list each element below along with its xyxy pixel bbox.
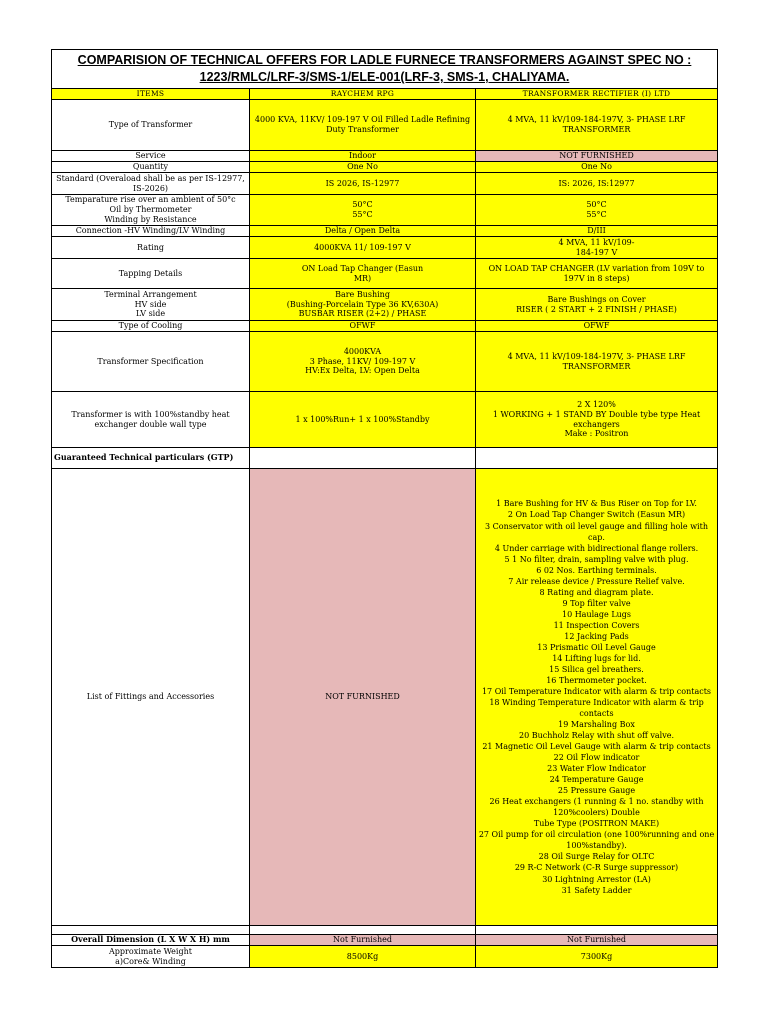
fitting-list-item: 17 Oil Temperature Indicator with alarm & trip contacts: [481, 686, 712, 696]
table-row: [52, 226, 718, 237]
fitting-list-item: 22 Oil Flow indicator: [553, 753, 640, 763]
fitting-list-item: 21 Magnetic Oil Level Gauge with alarm & trip contacts: [482, 742, 711, 752]
spacer-cell: [476, 926, 718, 935]
raychem-value: 8500Kg: [250, 946, 476, 968]
header-vendor-tril: TRANSFORMER RECTIFIER (I) LTD: [476, 89, 718, 100]
header-items: ITEMS: [52, 89, 250, 100]
raychem-value: ON Load Tap Changer (Easun MR): [250, 259, 476, 289]
table-row: [52, 289, 718, 321]
raychem-value: Not Furnished: [250, 935, 476, 946]
fitting-list-item: 24 Temperature Gauge: [549, 775, 644, 785]
raychem-value: Bare Bushing (Bushing-Porcelain Type 36 KV,630A) BUSBAR RISER (2+2) / PHASE: [250, 289, 476, 321]
item-label: Transformer Specification: [52, 332, 250, 392]
fitting-list-item: 13 Prismatic Oil Level Gauge: [537, 642, 656, 652]
fitting-list-item: 9 Top filter valve: [562, 598, 631, 608]
tril-value: 4 MVA, 11 kV/109- 184-197 V: [476, 237, 718, 259]
table-row: [52, 195, 718, 226]
table-row: [52, 926, 718, 935]
item-label: Type of Cooling: [52, 321, 250, 332]
fitting-list-item: 5 1 No filter, drain, sampling valve with plug.: [504, 554, 689, 564]
table-row: [52, 935, 718, 946]
raychem-value: OFWF: [250, 321, 476, 332]
tril-value: NOT FURNISHED: [476, 151, 718, 162]
fitting-list-item: 30 Lightning Arrestor (LA): [542, 874, 651, 884]
fitting-list-item: 4 Under carriage with bidirectional flange rollers.: [494, 543, 699, 553]
table-row: [52, 469, 718, 926]
fitting-list-item: 27 Oil pump for oil circulation (one 100%running and one 100%standby).: [478, 830, 715, 851]
fitting-list-item: 26 Heat exchangers (1 running & 1 no. standby with 120%coolers) Double Tube Type (POSITRON MAKE): [489, 797, 704, 829]
fitting-list-item: 2 On Load Tap Changer Switch (Easun MR): [507, 510, 686, 520]
table-row: [52, 173, 718, 195]
fitting-list-item: 6 02 Nos. Earthing terminals.: [536, 565, 657, 575]
item-label: List of Fittings and Accessories: [52, 469, 250, 926]
item-label: Connection -HV Winding/LV Winding: [52, 226, 250, 237]
header-vendor-raychem: RAYCHEM RPG: [250, 89, 476, 100]
raychem-value: 1 x 100%Run+ 1 x 100%Standby: [250, 392, 476, 448]
fitting-list-item: 14 Lifting lugs for lid.: [552, 653, 641, 663]
fitting-list-item: 7 Air release device / Pressure Relief valve.: [508, 576, 685, 586]
table-row: [52, 151, 718, 162]
tril-value: 4 MVA, 11 kV/109-184-197V, 3- PHASE LRF TRANSFORMER: [476, 332, 718, 392]
fitting-list-item: 29 R-C Network (C-R Surge suppressor): [514, 863, 679, 873]
item-label: Terminal Arrangement HV side LV side: [52, 289, 250, 321]
fitting-list-item: 18 Winding Temperature Indicator with alarm & trip contacts: [489, 698, 704, 719]
tril-value: Bare Bushings on Cover RISER ( 2 START + 2 FINISH / PHASE): [476, 289, 718, 321]
tril-value: 7300Kg: [476, 946, 718, 968]
raychem-value: 4000KVA 11/ 109-197 V: [250, 237, 476, 259]
tril-value: ON LOAD TAP CHANGER (LV variation from 109V to 197V in 8 steps): [476, 259, 718, 289]
raychem-value: NOT FURNISHED: [250, 469, 476, 926]
table-row: [52, 332, 718, 392]
tril-value: D/III: [476, 226, 718, 237]
item-label: Transformer is with 100%standby heat exchanger double wall type: [52, 392, 250, 448]
tril-value: Not Furnished: [476, 935, 718, 946]
raychem-value: 4000KVA 3 Phase, 11KV/ 109-197 V HV:Ex Delta, LV: Open Delta: [250, 332, 476, 392]
fitting-list-item: 11 Inspection Covers: [553, 620, 640, 630]
fitting-list-item: 12 Jacking Pads: [564, 631, 629, 641]
raychem-value: Indoor: [250, 151, 476, 162]
item-label: Temparature rise over an ambient of 50°c Oil by Thermometer Winding by Resistance: [52, 195, 250, 226]
fitting-list-item: 1 Bare Bushing for HV & Bus Riser on Top for LV.: [496, 499, 697, 509]
item-label: Overall Dimension (L X W X H) mm: [52, 935, 250, 946]
fitting-list-item: 23 Water Flow Indicator: [547, 764, 646, 774]
raychem-value: Delta / Open Delta: [250, 226, 476, 237]
table-row: [52, 321, 718, 332]
fitting-list-item: 25 Pressure Gauge: [557, 786, 636, 796]
tril-value: 2 X 120% 1 WORKING + 1 STAND BY Double tybe type Heat exchangers Make : Positron: [476, 392, 718, 448]
fitting-list-item: 28 Oil Surge Relay for OLTC: [538, 852, 655, 862]
item-label: Type of Transformer: [52, 100, 250, 151]
table-row: [52, 259, 718, 289]
spacer-cell: [52, 926, 250, 935]
raychem-value: 4000 KVA, 11KV/ 109-197 V Oil Filled Ladle Refining Duty Transformer: [250, 100, 476, 151]
table-row: [52, 162, 718, 173]
fittings-list-container: [478, 498, 715, 895]
fitting-list-item: 15 Silica gel breathers.: [549, 664, 644, 674]
raychem-value: IS 2026, IS-12977: [250, 173, 476, 195]
empty-cell: [250, 448, 476, 469]
table-row: [52, 100, 718, 151]
fittings-list: [476, 469, 718, 926]
fitting-list-item: 3 Conservator with oil level gauge and filling hole with cap.: [485, 521, 708, 542]
item-label: Quantity: [52, 162, 250, 173]
tril-value: 50°C 55°C: [476, 195, 718, 226]
fitting-list-item: 10 Haulage Lugs: [561, 609, 632, 619]
fitting-list-item: 19 Marshaling Box: [558, 720, 635, 730]
raychem-value: 50°C 55°C: [250, 195, 476, 226]
raychem-value: One No: [250, 162, 476, 173]
tril-value: IS: 2026, IS:12977: [476, 173, 718, 195]
fitting-list-item: 31 Safety Ladder: [561, 885, 632, 895]
fitting-list-item: 8 Rating and diagram plate.: [539, 587, 654, 597]
table-row: [52, 237, 718, 259]
tril-value: One No: [476, 162, 718, 173]
item-label: Service: [52, 151, 250, 162]
table-row: [52, 946, 718, 968]
tril-value: OFWF: [476, 321, 718, 332]
item-label: Tapping Details: [52, 259, 250, 289]
comparison-table: [51, 49, 718, 968]
gtp-label: Guaranteed Technical particulars (GTP): [52, 448, 250, 469]
empty-cell: [476, 448, 718, 469]
fitting-list-item: 20 Buchholz Relay with shut off valve.: [519, 731, 674, 741]
document-title: COMPARISION OF TECHNICAL OFFERS FOR LADLE FURNECE TRANSFORMERS AGAINST SPEC NO : 1223/RMLC/LRF-3/SMS-1/ELE-001(LRF-3, SMS-1, CHALIYAMA.: [52, 50, 718, 89]
item-label: Approximate Weight a)Core& Winding: [52, 946, 250, 968]
table-row: [52, 392, 718, 448]
item-label: Standard (Overaload shall be as per IS-12977, IS-2026): [52, 173, 250, 195]
spacer-cell: [250, 926, 476, 935]
item-label: Rating: [52, 237, 250, 259]
tril-value: 4 MVA, 11 kV/109-184-197V, 3- PHASE LRF TRANSFORMER: [476, 100, 718, 151]
fitting-list-item: 16 Thermometer pocket.: [546, 675, 647, 685]
table-row: [52, 448, 718, 469]
